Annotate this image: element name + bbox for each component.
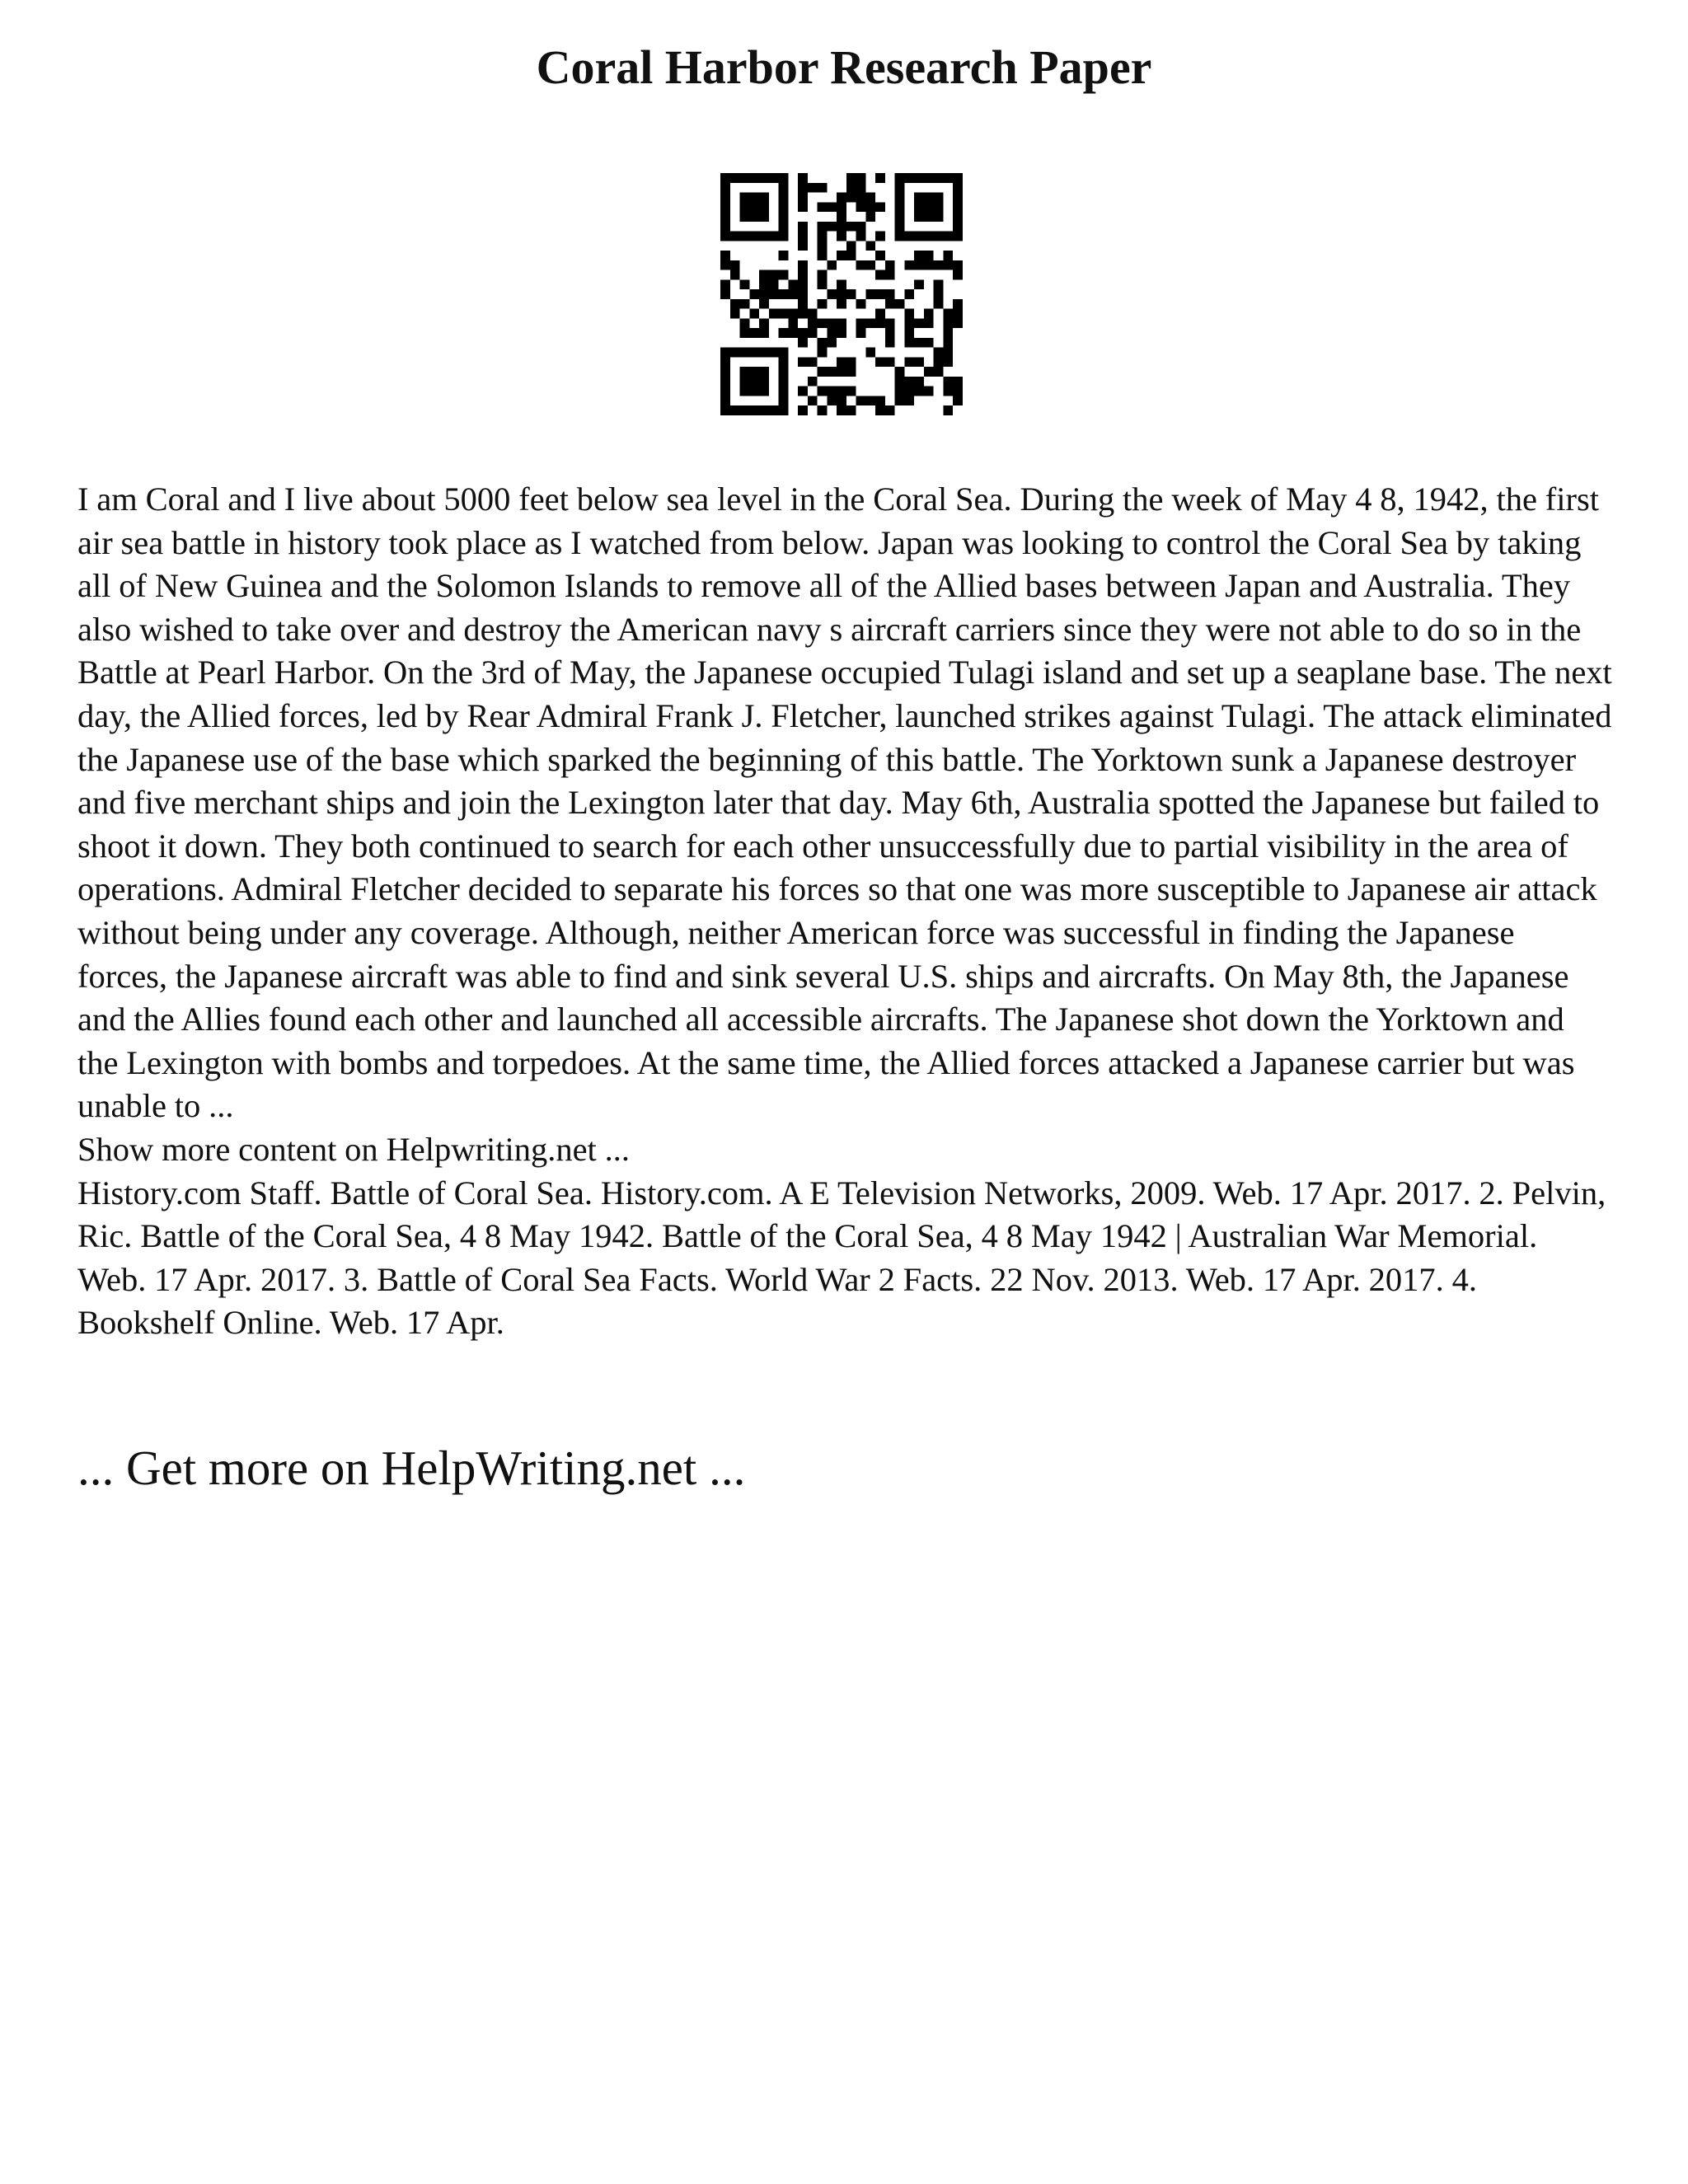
references-paragraph: History.com Staff. Battle of Coral Sea. History.com. A E Television Networks, 2009. Web. 17 Apr. 2017. 2. Pelvin, Ric. Battle of the Coral Sea, 4 8 May 1942. Battle of the Coral Sea, 4 8 May 1942 | Australian War Memorial. Web. 17 Apr. 2017. 3. Battle of Coral Sea Facts. World War 2 Facts. 22 Nov. 2013. Web. 17 Apr. 2017. 4. Bookshelf Online. Web. 17 Apr. [77,1174,1606,1342]
page-title: Coral Harbor Research Paper [536,40,1152,94]
show-more-link[interactable]: Show more content on Helpwriting.net ... [77,1130,631,1168]
article-paragraph: I am Coral and I live about 5000 feet below sea level in the Coral Sea. During the week of May 4 8, 1942, the first air sea battle in history took place as I watched from below. Japan was looking to control the Coral Sea by taking all of New Guinea and the Solomon Islands to remove all of the Allied bases between Japan and Australia. They also wished to take over and destroy the American navy s aircraft carriers since they were not able to do so in the Battle at Pearl Harbor. On the 3rd of May, the Japanese occupied Tulagi island and set up a seaplane base. The next day, the Allied forces, led by Rear Admiral Frank J. Fletcher, launched strikes against Tulagi. The attack eliminated the Japanese use of the base which sparked the beginning of this battle. The Yorktown sunk a Japanese destroyer and five merchant ships and join the Lexington later that day. May 6th, Australia spotted the Japanese but failed to shoot it down. They both continued to search for each other unsuccessfully due to partial visibility in the area of operations. Admiral Fletcher decided to separate his forces so that one was more susceptible to Japanese air attack without being under any coverage. Although, neither American force was successful in finding the Japanese forces, the Japanese aircraft was able to find and sink several U.S. ships and aircrafts. On May 8th, the Japanese and the Allies found each other and launched all accessible aircrafts. The Japanese shot down the Yorktown and the Lexington with bombs and torpedoes. At the same time, the Allied forces attacked a Japanese carrier but was unable to ... [77,480,1612,1125]
article-body [77,478,1612,1345]
qr-code-icon[interactable] [720,173,963,415]
get-more-link[interactable]: ... Get more on HelpWriting.net ... [77,1441,746,1495]
